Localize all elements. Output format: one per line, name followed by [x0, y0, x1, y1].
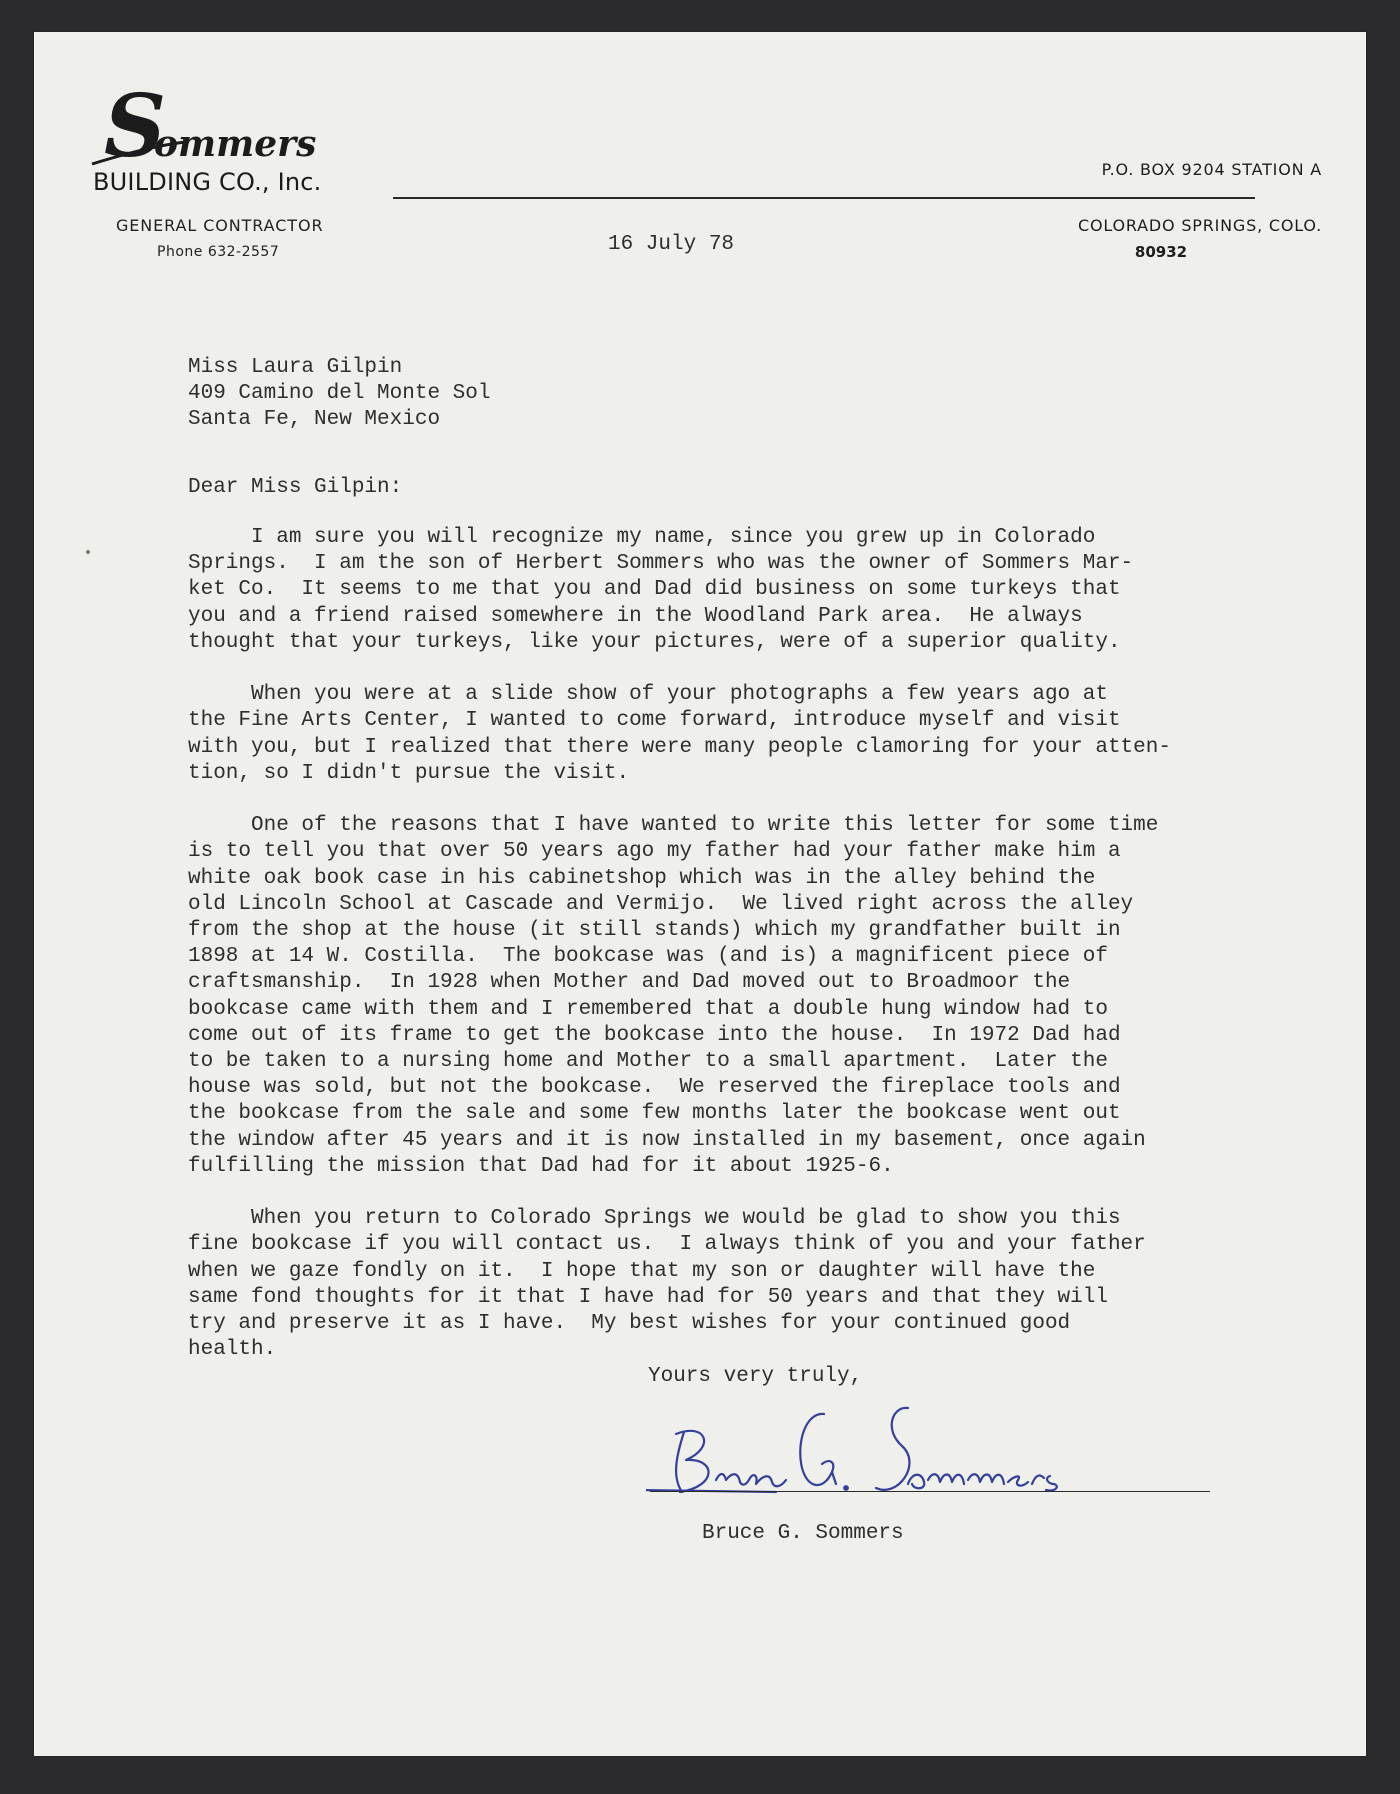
- signature-line: [650, 1491, 1210, 1492]
- paragraph: One of the reasons that I have wanted to write this letter for some time is to tell you that over 50 years ago my father had your father make him a white oak book case in his cabinetshop which was in the alley behind the old Lincoln School at Cascade and Vermijo. We lived right across the alley from the shop at the house (it still stands) which my grandfather built in 1898 at 14 W. Costilla. The bookcase was (and is) a magnificent piece of craftsmanship. In 1928 when Mother and Dad moved out to Broadmoor the bookcase came with them and I remembered that a double hung window had to come out of its frame to get the bookcase into the house. In 1972 Dad had to be taken to a nursing home and Mother to a small apartment. Later the house was sold, but not the bookcase. We reserved the fireplace tools and the bookcase from the sale and some few months later the bookcase went out the window after 45 years and it is now installed in my basement, once again fulfilling the mission that Dad had for it about 1925-6.: [188, 814, 1159, 1178]
- company-tagline: GENERAL CONTRACTOR: [116, 216, 324, 235]
- paragraph: When you return to Colorado Springs we would be glad to show you this fine bookcase if you will contact us. I always think of you and your father when we gaze fondly on it. I hope that my son or daughter will have the same fond thoughts for it that I have had for 50 years and that they will try and preserve it as I have. My best wishes for your continued good health.: [188, 1207, 1146, 1362]
- paragraph: When you were at a slide show of your photographs a few years ago at the Fine Arts Center, I wanted to come forward, introduce myself and visit with you, but I realized that there were many people clamoring for your atten- tion, so I didn't pursue the visit.: [188, 683, 1171, 785]
- paper-speck: [86, 550, 90, 554]
- signer-name: Bruce G. Sommers: [702, 1522, 904, 1545]
- recipient-line: Santa Fe, New Mexico: [188, 408, 441, 432]
- handwritten-signature: [646, 1402, 1206, 1512]
- letter-date: 16 July 78: [608, 233, 735, 256]
- letter-body: [188, 525, 1171, 1390]
- logo-rest: ommers: [154, 123, 317, 165]
- zip-code: 80932: [1134, 243, 1188, 261]
- recipient-address: [188, 355, 490, 434]
- logo-initial: S: [104, 76, 167, 172]
- salutation: Dear Miss Gilpin:: [188, 476, 403, 499]
- po-box: P.O. BOX 9204 STATION A: [1101, 160, 1322, 179]
- company-phone: Phone 632-2557: [157, 244, 280, 260]
- recipient-line: Miss Laura Gilpin: [188, 356, 403, 379]
- company-name: BUILDING CO., Inc.: [93, 168, 322, 196]
- city-state: COLORADO SPRINGS, COLO.: [1078, 216, 1322, 235]
- recipient-line: 409 Camino del Monte Sol: [188, 382, 491, 406]
- closing: Yours very truly,: [648, 1365, 863, 1388]
- letterhead-rule: [393, 197, 1255, 199]
- paragraph: I am sure you will recognize my name, since you grew up in Colorado Springs. I am the son of Herbert Sommers who was the owner of Sommers Mar- ket Co. It seems to me that you and Dad did business on some turkeys that you and a friend raised somewhere in the Woodland Park area. He always thought that your turkeys, like your pictures, were of a superior quality.: [188, 526, 1134, 654]
